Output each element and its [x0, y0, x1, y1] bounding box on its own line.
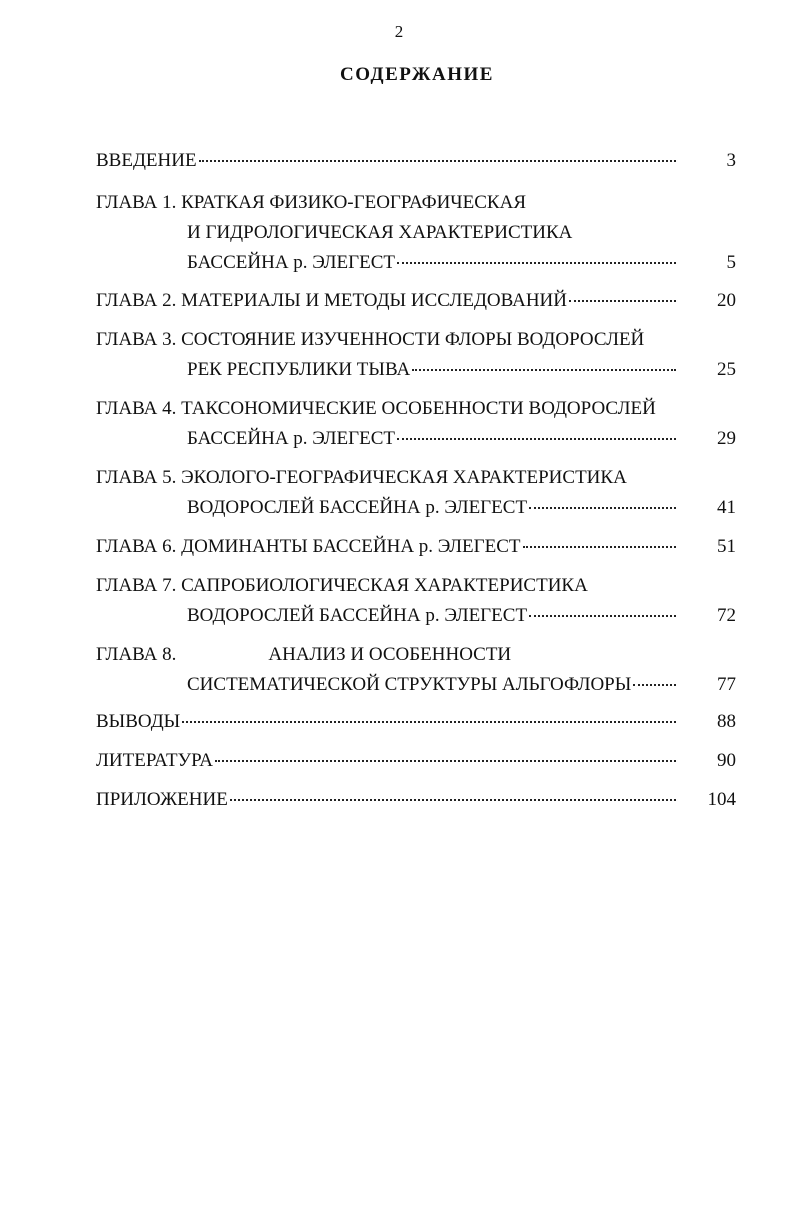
- toc-entry-page: 29: [717, 428, 736, 449]
- toc-entry-chapter-3[interactable]: [96, 325, 736, 385]
- toc-entry-text: ГЛАВА 5. ЭКОЛОГО-ГЕОГРАФИЧЕСКАЯ ХАРАКТЕРИСТИКА: [96, 467, 627, 488]
- toc-entry-text: БАССЕЙНА р. ЭЛЕГЕСТ: [187, 252, 396, 273]
- toc-entry-text: ГЛАВА 4. ТАКСОНОМИЧЕСКИЕ ОСОБЕННОСТИ ВОДОРОСЛЕЙ: [96, 398, 656, 419]
- toc-entry-page: 41: [717, 497, 736, 518]
- toc-entry-page: 72: [717, 605, 736, 626]
- toc-entry-page: 25: [717, 359, 736, 380]
- toc-entry-page: 5: [726, 252, 736, 273]
- dot-leader: [199, 159, 676, 162]
- toc-entry-appendix[interactable]: [96, 785, 736, 815]
- toc-entry-text: ПРИЛОЖЕНИЕ: [96, 789, 228, 810]
- toc-entry-chapter-6[interactable]: [96, 532, 736, 562]
- toc-entry-text: ВЫВОДЫ: [96, 711, 181, 732]
- page-number: 2: [394, 22, 404, 41]
- dot-leader: [569, 299, 676, 302]
- toc-entry-page: 20: [717, 290, 736, 311]
- toc-entry-text: И ГИДРОЛОГИЧЕСКАЯ ХАРАКТЕРИСТИКА: [187, 222, 573, 243]
- toc-entry-chapter-4[interactable]: [96, 394, 736, 454]
- toc-entry-text: БАССЕЙНА р. ЭЛЕГЕСТ: [187, 428, 396, 449]
- dot-leader: [397, 261, 676, 264]
- toc-entry-text: АНАЛИЗ И ОСОБЕННОСТИ: [268, 644, 512, 665]
- dot-leader: [633, 683, 676, 686]
- toc-entry-text: ГЛАВА 2. МАТЕРИАЛЫ И МЕТОДЫ ИССЛЕДОВАНИЙ: [96, 290, 567, 311]
- toc-entry-page: 88: [717, 711, 736, 732]
- toc-entry-text: ВОДОРОСЛЕЙ БАССЕЙНА р. ЭЛЕГЕСТ: [187, 497, 528, 518]
- toc-entry-chapter-2[interactable]: [96, 286, 736, 316]
- dot-leader: [215, 759, 676, 762]
- toc-entry-literature[interactable]: [96, 746, 736, 776]
- dot-leader: [412, 368, 676, 371]
- dot-leader: [182, 720, 676, 723]
- toc-entry-page: 3: [726, 150, 736, 171]
- toc-entry-text: ВОДОРОСЛЕЙ БАССЕЙНА р. ЭЛЕГЕСТ: [187, 605, 528, 626]
- dot-leader: [523, 545, 676, 548]
- toc-entry-text: ЛИТЕРАТУРА: [96, 750, 213, 771]
- dot-leader: [397, 437, 676, 440]
- table-of-contents: [96, 146, 736, 815]
- toc-entry-text: ГЛАВА 6. ДОМИНАНТЫ БАССЕЙНА р. ЭЛЕГЕСТ: [96, 536, 521, 557]
- toc-entry-text: РЕК РЕСПУБЛИКИ ТЫВА: [187, 359, 411, 380]
- toc-entry-chapter-5[interactable]: [96, 463, 736, 523]
- toc-entry-text: ГЛАВА 3. СОСТОЯНИЕ ИЗУЧЕННОСТИ ФЛОРЫ ВОДОРОСЛЕЙ: [96, 329, 645, 350]
- dot-leader: [529, 506, 676, 509]
- toc-entry-text: СИСТЕМАТИЧЕСКОЙ СТРУКТУРЫ АЛЬГОФЛОРЫ: [187, 674, 632, 695]
- toc-entry-conclusions[interactable]: [96, 707, 736, 737]
- toc-entry-page: 90: [717, 750, 736, 771]
- chapter-label: ГЛАВА 8.: [96, 644, 177, 665]
- toc-entry-chapter-7[interactable]: [96, 571, 736, 631]
- toc-entry-text: ГЛАВА 7. САПРОБИОЛОГИЧЕСКАЯ ХАРАКТЕРИСТИКА: [96, 575, 588, 596]
- page-title: СОДЕРЖАНИЕ: [340, 64, 494, 85]
- toc-entry-page: 104: [707, 789, 736, 810]
- toc-entry-intro[interactable]: [96, 146, 736, 176]
- dot-leader: [230, 798, 676, 801]
- toc-entry-chapter-1[interactable]: [96, 188, 736, 278]
- dot-leader: [529, 614, 676, 617]
- toc-entry-text: ВВЕДЕНИЕ: [96, 150, 197, 171]
- toc-entry-page: 77: [717, 674, 736, 695]
- toc-entry-text: ГЛАВА 1. КРАТКАЯ ФИЗИКО-ГЕОГРАФИЧЕСКАЯ: [96, 192, 526, 213]
- toc-entry-chapter-8[interactable]: [96, 640, 736, 700]
- toc-entry-page: 51: [717, 536, 736, 557]
